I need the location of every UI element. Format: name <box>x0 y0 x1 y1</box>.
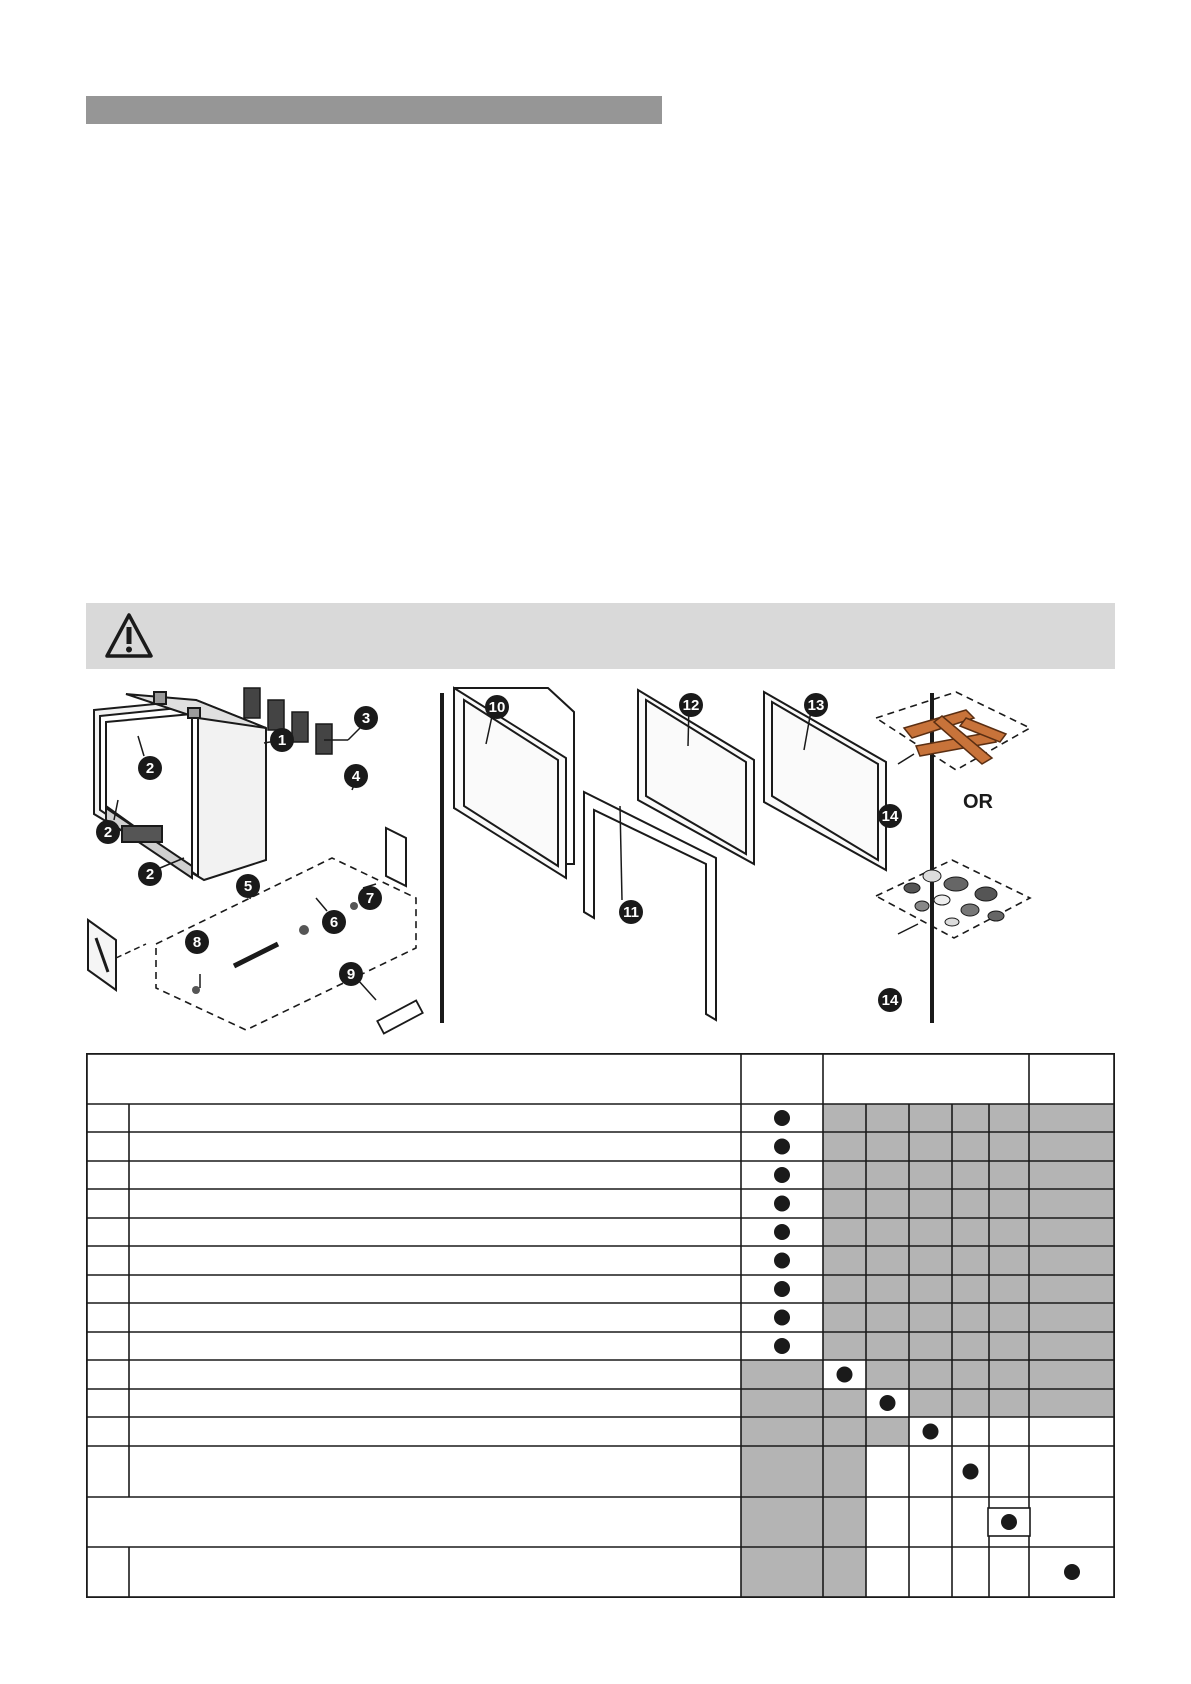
svg-text:6: 6 <box>329 914 339 931</box>
shaded-cell <box>989 1161 1029 1189</box>
frame-drawing <box>454 688 574 878</box>
callout-7 <box>358 886 382 910</box>
manual-drawing <box>386 828 406 886</box>
shaded-cell <box>1029 1360 1115 1389</box>
svg-text:12: 12 <box>682 697 700 714</box>
svg-text:9: 9 <box>346 966 356 983</box>
shaded-cell <box>909 1104 952 1132</box>
shaded-cell <box>823 1275 866 1303</box>
shaded-cell <box>866 1303 909 1332</box>
shaded-cell <box>952 1161 989 1189</box>
shaded-cell <box>1029 1332 1115 1360</box>
shaded-cell <box>1029 1104 1115 1132</box>
shaded-cell <box>741 1497 823 1547</box>
shaded-cell <box>952 1332 989 1360</box>
shaded-cell <box>866 1189 909 1218</box>
included-dot <box>774 1281 790 1297</box>
shaded-cell <box>1029 1303 1115 1332</box>
log-set-drawing <box>904 710 1006 764</box>
shaded-cell <box>866 1132 909 1161</box>
callout-2 <box>96 820 120 844</box>
shaded-cell <box>952 1218 989 1246</box>
shaded-cell <box>909 1303 952 1332</box>
shaded-cell <box>1029 1275 1115 1303</box>
shaded-cell <box>952 1246 989 1275</box>
shaded-cell <box>823 1497 866 1547</box>
included-dot <box>774 1167 790 1183</box>
shaded-cell <box>952 1275 989 1303</box>
parts-drawing <box>86 688 1115 1028</box>
warning-band <box>86 603 1115 669</box>
shaded-cell <box>989 1275 1029 1303</box>
svg-text:5: 5 <box>243 878 253 895</box>
shaded-cell <box>909 1389 952 1417</box>
callout-14 <box>878 988 902 1012</box>
callout-13 <box>804 693 828 717</box>
callout-14 <box>878 804 902 828</box>
shaded-cell <box>866 1332 909 1360</box>
shaded-cell <box>909 1218 952 1246</box>
shaded-cell <box>823 1389 866 1417</box>
shaded-cell <box>989 1360 1029 1389</box>
included-dot <box>774 1196 790 1212</box>
callout-3 <box>354 706 378 730</box>
included-dot <box>963 1464 979 1480</box>
included-dot <box>923 1424 939 1440</box>
included-dot <box>774 1338 790 1354</box>
or-label: OR <box>963 791 993 813</box>
shaded-cell <box>823 1246 866 1275</box>
shaded-cell <box>866 1161 909 1189</box>
svg-text:13: 13 <box>807 697 825 714</box>
included-dot <box>837 1367 853 1383</box>
shaded-cell <box>952 1360 989 1389</box>
callout-4 <box>344 764 368 788</box>
frame-drawing <box>764 692 886 870</box>
callout-2 <box>138 862 162 886</box>
svg-text:1: 1 <box>277 732 287 749</box>
shaded-cell <box>1029 1389 1115 1417</box>
shaded-cell <box>823 1218 866 1246</box>
shaded-cell <box>1029 1161 1115 1189</box>
shaded-cell <box>952 1132 989 1161</box>
callout-10 <box>485 695 509 719</box>
shaded-cell <box>989 1303 1029 1332</box>
shaded-cell <box>823 1446 866 1497</box>
fitting-drawing <box>350 902 358 910</box>
shaded-cell <box>989 1218 1029 1246</box>
shaded-cell <box>989 1189 1029 1218</box>
svg-text:14: 14 <box>881 808 899 825</box>
fitting-drawing <box>192 986 200 994</box>
included-dot <box>774 1253 790 1269</box>
shaded-cell <box>1029 1189 1115 1218</box>
shaded-cell <box>823 1132 866 1161</box>
shaded-cell <box>823 1547 866 1597</box>
shaded-cell <box>823 1189 866 1218</box>
svg-text:11: 11 <box>623 904 639 921</box>
shaded-cell <box>741 1417 823 1446</box>
parts-table-grid <box>86 1053 1115 1598</box>
shaded-cell <box>741 1360 823 1389</box>
shaded-cell <box>1029 1246 1115 1275</box>
shaded-cell <box>909 1161 952 1189</box>
shaded-cell <box>952 1389 989 1417</box>
callout-2 <box>138 756 162 780</box>
parts-table <box>86 1053 1115 1598</box>
svg-text:4: 4 <box>351 768 361 785</box>
shaded-cell <box>952 1104 989 1132</box>
shaded-cell <box>866 1417 909 1446</box>
shaded-cell <box>989 1332 1029 1360</box>
shaded-cell <box>1029 1218 1115 1246</box>
included-dot <box>774 1224 790 1240</box>
shaded-cell <box>909 1275 952 1303</box>
shaded-cell <box>989 1104 1029 1132</box>
svg-text:14: 14 <box>881 992 899 1009</box>
svg-text:7: 7 <box>365 890 375 907</box>
callout-12 <box>679 693 703 717</box>
warning-triangle-icon <box>104 612 154 659</box>
callout-9 <box>339 962 363 986</box>
shaded-cell <box>989 1132 1029 1161</box>
shaded-cell <box>952 1189 989 1218</box>
shaded-cell <box>741 1547 823 1597</box>
fitting-drawing <box>299 925 309 935</box>
shaded-cell <box>823 1104 866 1132</box>
included-dot <box>774 1310 790 1326</box>
included-dot <box>880 1395 896 1411</box>
svg-text:2: 2 <box>145 760 155 777</box>
shaded-cell <box>823 1161 866 1189</box>
callout-8 <box>185 930 209 954</box>
shaded-cell <box>741 1446 823 1497</box>
shaded-cell <box>909 1246 952 1275</box>
shaded-cell <box>989 1389 1029 1417</box>
shaded-cell <box>866 1246 909 1275</box>
shaded-cell <box>909 1189 952 1218</box>
firebox-drawing <box>94 692 266 880</box>
callout-1 <box>270 728 294 752</box>
gas-pipe-drawing <box>234 944 278 966</box>
section-header-bar <box>86 96 662 124</box>
shaded-cell <box>909 1360 952 1389</box>
callout-11 <box>619 900 643 924</box>
shaded-cell <box>1029 1132 1115 1161</box>
svg-text:3: 3 <box>361 710 371 727</box>
shaded-cell <box>741 1389 823 1417</box>
included-dot <box>1001 1514 1017 1530</box>
shaded-cell <box>823 1303 866 1332</box>
shaded-cell <box>866 1218 909 1246</box>
bracket-drawing <box>377 1000 422 1033</box>
shaded-cell <box>952 1303 989 1332</box>
shaded-cell <box>866 1104 909 1132</box>
shaded-cell <box>866 1275 909 1303</box>
shaded-cell <box>823 1332 866 1360</box>
included-dot <box>1064 1564 1080 1580</box>
included-dot <box>774 1139 790 1155</box>
shaded-cell <box>866 1360 909 1389</box>
callout-5 <box>236 874 260 898</box>
svg-text:2: 2 <box>145 866 155 883</box>
parts-illustration <box>86 688 1115 1028</box>
svg-text:2: 2 <box>103 824 113 841</box>
svg-text:10: 10 <box>488 699 506 716</box>
shaded-cell <box>823 1417 866 1446</box>
shaded-cell <box>909 1132 952 1161</box>
shaded-cell <box>909 1332 952 1360</box>
svg-text:8: 8 <box>192 934 202 951</box>
included-dot <box>774 1110 790 1126</box>
callout-6 <box>322 910 346 934</box>
shaded-cell <box>989 1246 1029 1275</box>
